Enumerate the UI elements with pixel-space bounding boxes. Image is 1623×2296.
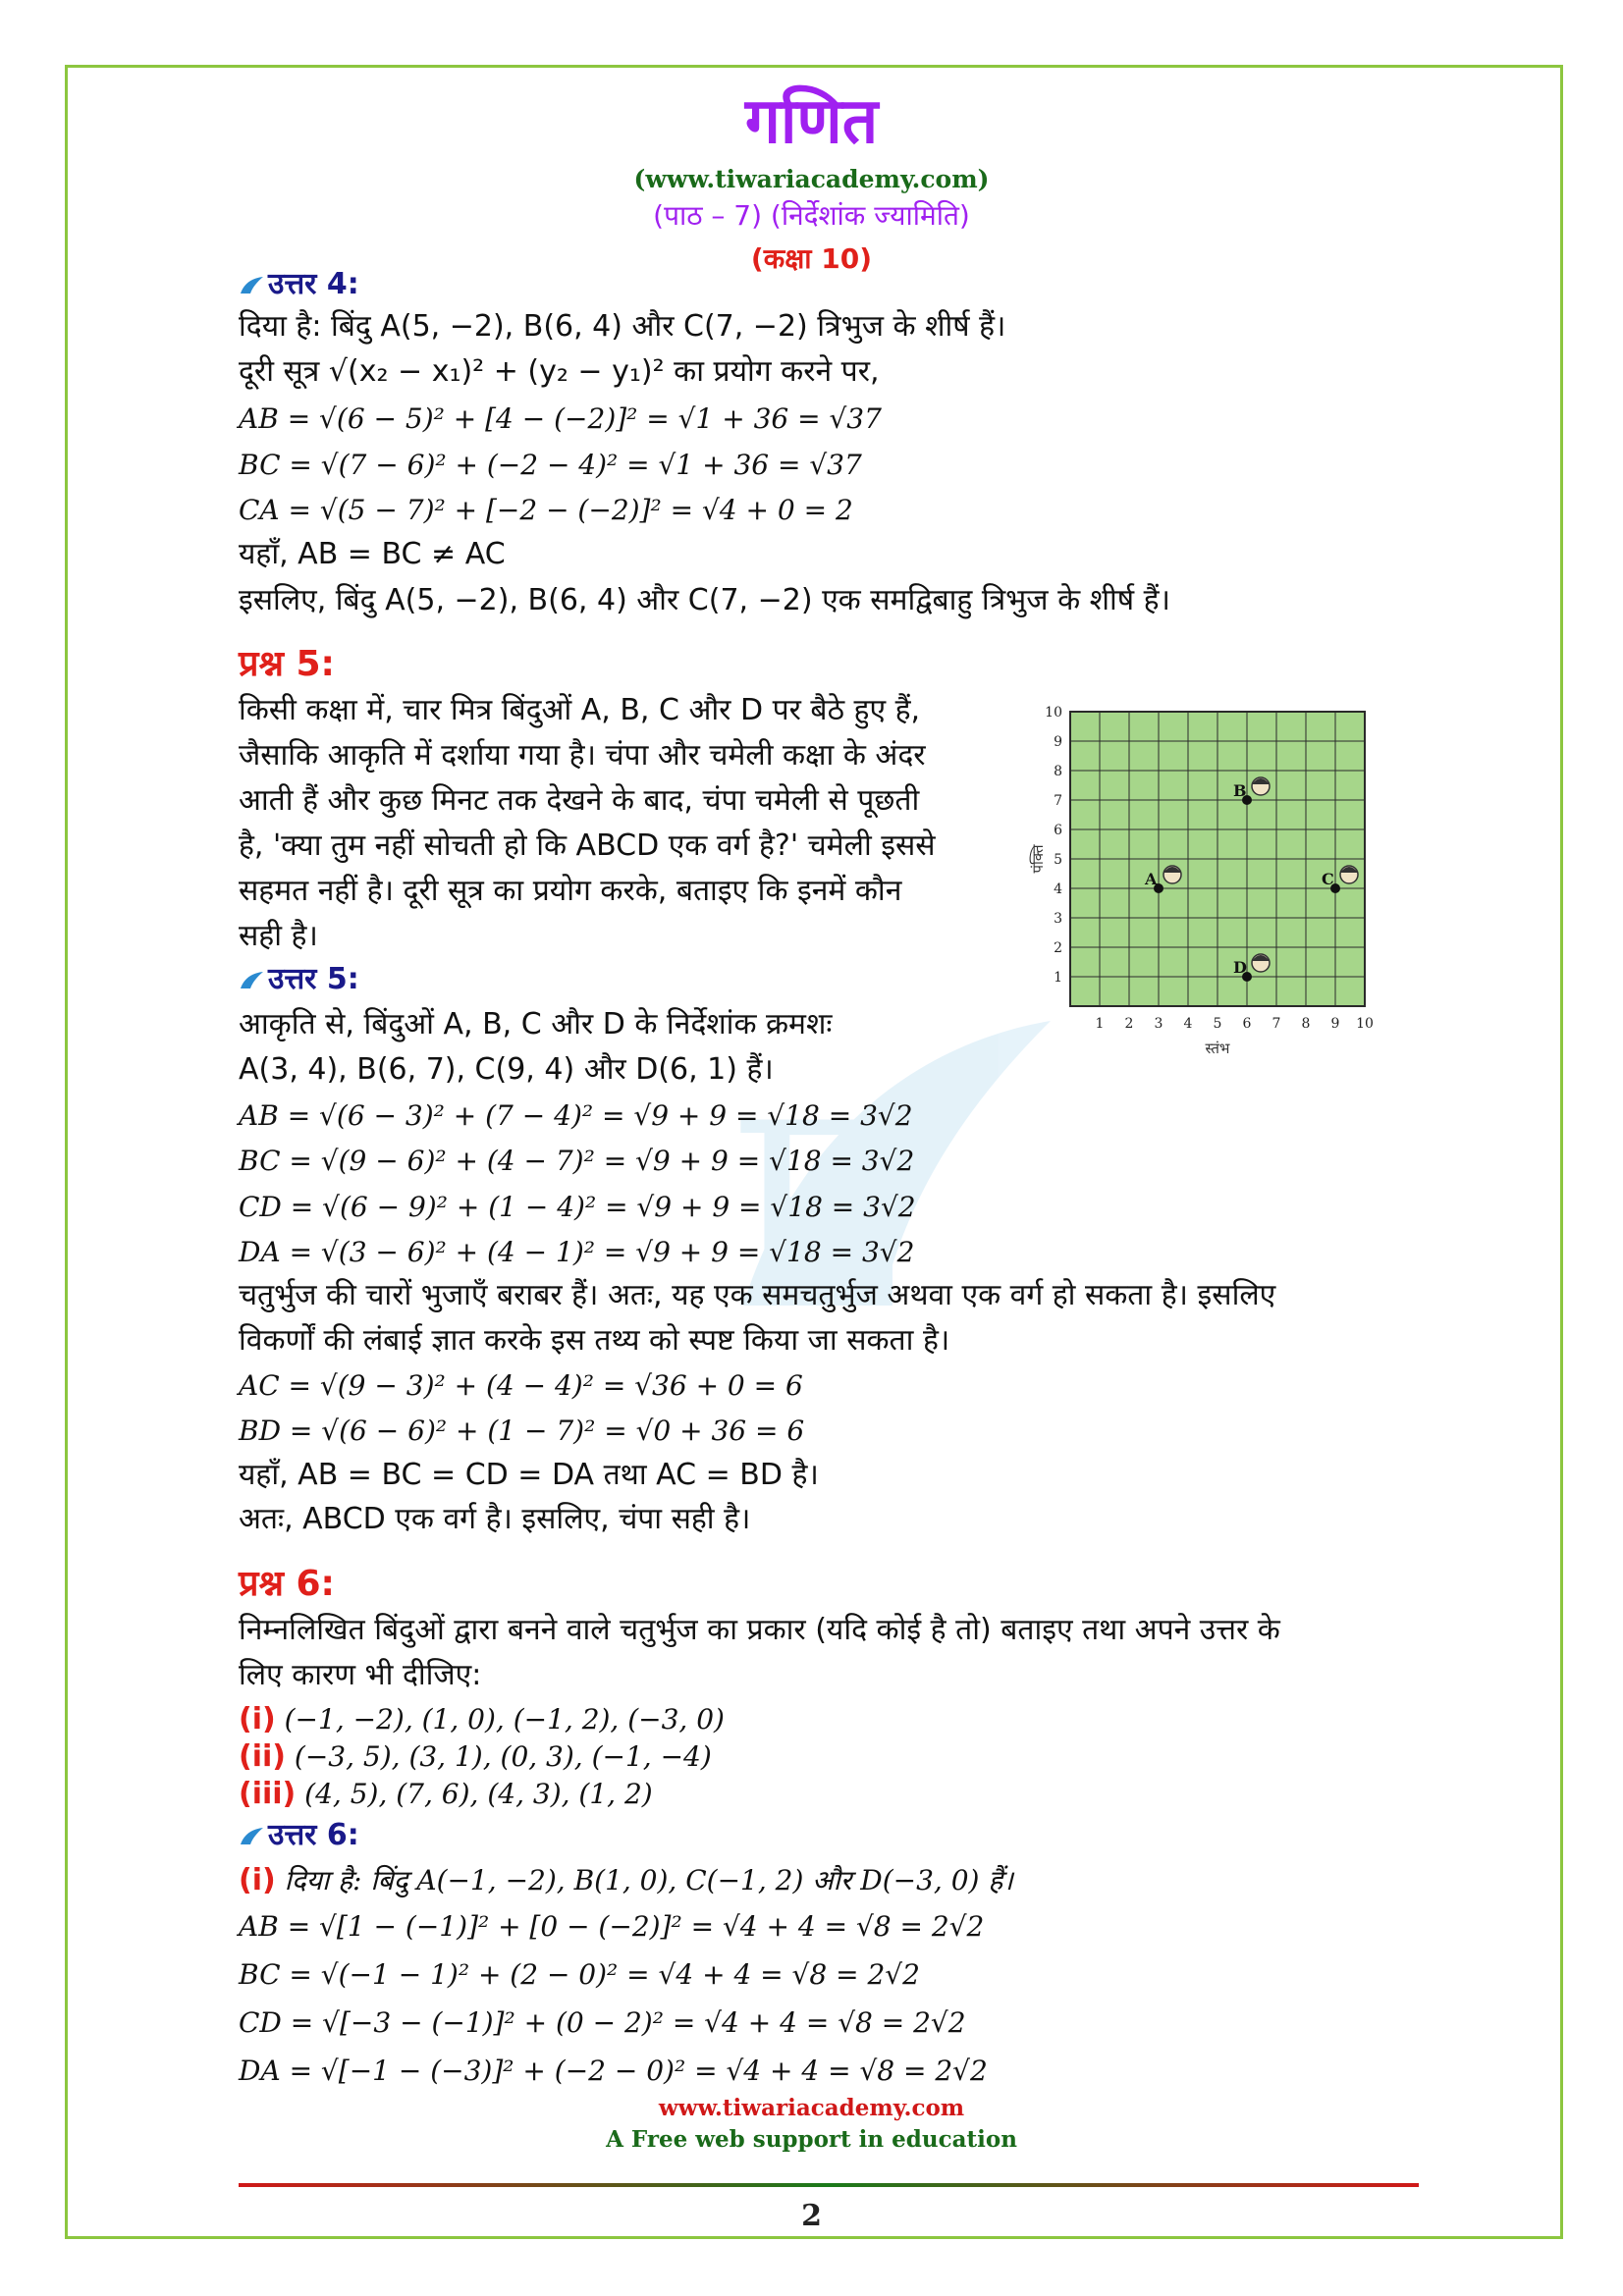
y-tick-label: 4	[1054, 881, 1062, 897]
text-line: निम्नलिखित बिंदुओं द्वारा बनने वाले चतुर्भुज का प्रकार (यदि कोई है तो) बताइए तथा अपने उत्तर के	[239, 1613, 1280, 1647]
x-tick-label: 5	[1213, 1016, 1222, 1032]
text-line: A(3, 4), B(6, 7), C(9, 4) और D(6, 1) हैं।	[239, 1052, 774, 1087]
list-item	[239, 1861, 1013, 1900]
y-axis-label: पंक्ति	[1029, 844, 1047, 874]
x-tick-label: 4	[1183, 1016, 1193, 1032]
question-heading: प्रश्न 6:	[239, 1564, 335, 1604]
x-tick-label: 10	[1356, 1016, 1374, 1032]
equation-line: BC = √(9 − 6)² + (4 − 7)² = √9 + 9 = √18 = 3√2	[239, 1145, 915, 1177]
y-tick-label: 10	[1045, 705, 1062, 721]
x-tick-label: 6	[1242, 1016, 1252, 1032]
x-tick-label: 7	[1271, 1016, 1281, 1032]
item-label: (i)	[239, 1863, 276, 1897]
chapter-title: (पाठ – 7) (निर्देशांक ज्यामिति)	[653, 199, 970, 232]
answer-heading	[239, 1816, 359, 1855]
x-axis-label: स्तंभ	[1205, 1040, 1230, 1057]
text-line: आकृति से, बिंदुओं A, B, C और D के निर्देशांक क्रमशः	[239, 1007, 833, 1041]
equation-line: DA = √(3 − 6)² + (4 − 1)² = √9 + 9 = √18 = 3√2	[239, 1236, 915, 1268]
class-label: (कक्षा 10)	[750, 242, 873, 275]
y-tick-label: 8	[1054, 764, 1062, 779]
item-text: दिया है: बिंदु A(−1, −2), B(1, 0), C(−1, 2) और D(−3, 0) हैं।	[275, 1864, 1013, 1896]
y-tick-label: 7	[1054, 793, 1062, 809]
equation-line: BD = √(6 − 6)² + (1 − 7)² = √0 + 36 = 6	[239, 1415, 805, 1447]
text-line: यहाँ, AB = BC = CD = DA तथा AC = BD है।	[239, 1458, 819, 1492]
text-line: है, 'क्या तुम नहीं सोचती हो कि ABCD एक वर्ग है?' चमेली इससे	[239, 828, 936, 863]
text-line: विकर्णों की लंबाई ज्ञात करके इस तथ्य को स्पष्ट किया जा सकता है।	[239, 1323, 950, 1358]
text-line: चतुर्भुज की चारों भुजाएँ बराबर हैं। अतः, यह एक समचतुर्भुज अथवा एक वर्ग हो सकता है। इसलिए	[239, 1278, 1276, 1312]
leaf-logo-icon	[239, 1827, 264, 1846]
text-line: जैसाकि आकृति में दर्शाया गया है। चंपा और चमेली कक्षा के अंदर	[239, 738, 926, 773]
text-line: दूरी सूत्र √(x₂ − x₁)² + (y₂ − y₁)² का प्रयोग करने पर,	[239, 354, 880, 389]
text-line: यहाँ, AB = BC ≠ AC	[239, 537, 506, 571]
text-line: दिया है: बिंदु A(5, −2), B(6, 4) और C(7, −2) त्रिभुज के शीर्ष हैं।	[239, 309, 1006, 344]
text-line: इसलिए, बिंदु A(5, −2), B(6, 4) और C(7, −2) एक समद्विबाहु त्रिभुज के शीर्ष हैं।	[239, 583, 1170, 617]
y-tick-label: 5	[1054, 852, 1062, 868]
item-label: (iii)	[239, 1777, 297, 1811]
footer-url: www.tiwariacademy.com	[658, 2095, 965, 2121]
equation-line: CD = √[−3 − (−1)]² + (0 − 2)² = √4 + 4 = √8 = 2√2	[239, 2006, 966, 2039]
item-text: (−3, 5), (3, 1), (0, 3), (−1, −4)	[286, 1740, 712, 1773]
answer-heading	[239, 265, 359, 304]
leaf-logo-icon	[239, 971, 264, 990]
answer-heading-text: उत्तर 4:	[268, 267, 359, 301]
equation-line: AB = √(6 − 3)² + (7 − 4)² = √9 + 9 = √18 = 3√2	[239, 1099, 913, 1132]
item-label: (ii)	[239, 1739, 286, 1774]
text-line: किसी कक्षा में, चार मित्र बिंदुओं A, B, C और D पर बैठे हुए हैं,	[239, 693, 921, 727]
page-number: 2	[801, 2199, 822, 2233]
site-url: (www.tiwariacademy.com)	[633, 165, 990, 193]
question-heading: प्रश्न 5:	[239, 644, 335, 684]
equation-line: BC = √(7 − 6)² + (−2 − 4)² = √1 + 36 = √37	[239, 449, 862, 481]
equation-line: AB = √(6 − 5)² + [4 − (−2)]² = √1 + 36 = √37	[239, 402, 882, 435]
item-label: (i)	[239, 1702, 276, 1736]
y-tick-label: 3	[1054, 911, 1062, 927]
svg-text:E: E	[727, 1070, 913, 1366]
x-tick-label: 3	[1154, 1016, 1163, 1032]
x-tick-label: 1	[1095, 1016, 1105, 1032]
list-item	[239, 1775, 653, 1814]
y-tick-label: 1	[1054, 970, 1062, 986]
text-line: सही है।	[239, 919, 318, 953]
answer-heading-text: उत्तर 5:	[268, 962, 359, 996]
point-label: B	[1233, 781, 1247, 800]
y-tick-label: 9	[1054, 734, 1062, 750]
point-label: A	[1145, 870, 1158, 888]
x-tick-label: 9	[1330, 1016, 1340, 1032]
text-line: लिए कारण भी दीजिए:	[239, 1658, 482, 1692]
text-line: सहमत नहीं है। दूरी सूत्र का प्रयोग करके, बताइए कि इनमें कौन	[239, 874, 902, 908]
page-title: गणित	[744, 85, 879, 158]
equation-line: AC = √(9 − 3)² + (4 − 4)² = √36 + 0 = 6	[239, 1369, 803, 1402]
point-label: D	[1233, 958, 1247, 977]
item-text: (−1, −2), (1, 0), (−1, 2), (−3, 0)	[275, 1703, 725, 1735]
x-tick-label: 2	[1124, 1016, 1134, 1032]
seating-grid-figure	[1031, 692, 1404, 1104]
y-tick-label: 6	[1054, 823, 1062, 838]
list-item	[239, 1737, 712, 1777]
equation-line: DA = √[−1 − (−3)]² + (−2 − 0)² = √4 + 4 = √8 = 2√2	[239, 2055, 988, 2087]
footer-tagline: A Free web support in education	[606, 2126, 1017, 2153]
footer-rule	[239, 2182, 1419, 2188]
equation-line: CA = √(5 − 7)² + [−2 − (−2)]² = √4 + 0 = 2	[239, 494, 853, 526]
y-tick-label: 2	[1054, 940, 1062, 956]
item-text: (4, 5), (7, 6), (4, 3), (1, 2)	[296, 1778, 653, 1810]
leaf-logo-icon	[239, 276, 264, 295]
equation-line: AB = √[1 − (−1)]² + [0 − (−2)]² = √4 + 4 = √8 = 2√2	[239, 1910, 985, 1943]
grid-svg	[1031, 692, 1404, 1104]
list-item	[239, 1700, 725, 1739]
x-tick-label: 8	[1301, 1016, 1311, 1032]
text-line: आती हैं और कुछ मिनट तक देखने के बाद, चंपा चमेली से पूछती	[239, 783, 920, 818]
point-label: C	[1322, 870, 1334, 888]
equation-line: CD = √(6 − 9)² + (1 − 4)² = √9 + 9 = √18 = 3√2	[239, 1191, 916, 1223]
answer-heading	[239, 960, 359, 999]
answer-heading-text: उत्तर 6:	[268, 1818, 359, 1852]
text-line: अतः, ABCD एक वर्ग है। इसलिए, चंपा सही है।	[239, 1502, 751, 1536]
equation-line: BC = √(−1 − 1)² + (2 − 0)² = √4 + 4 = √8 = 2√2	[239, 1958, 920, 1991]
